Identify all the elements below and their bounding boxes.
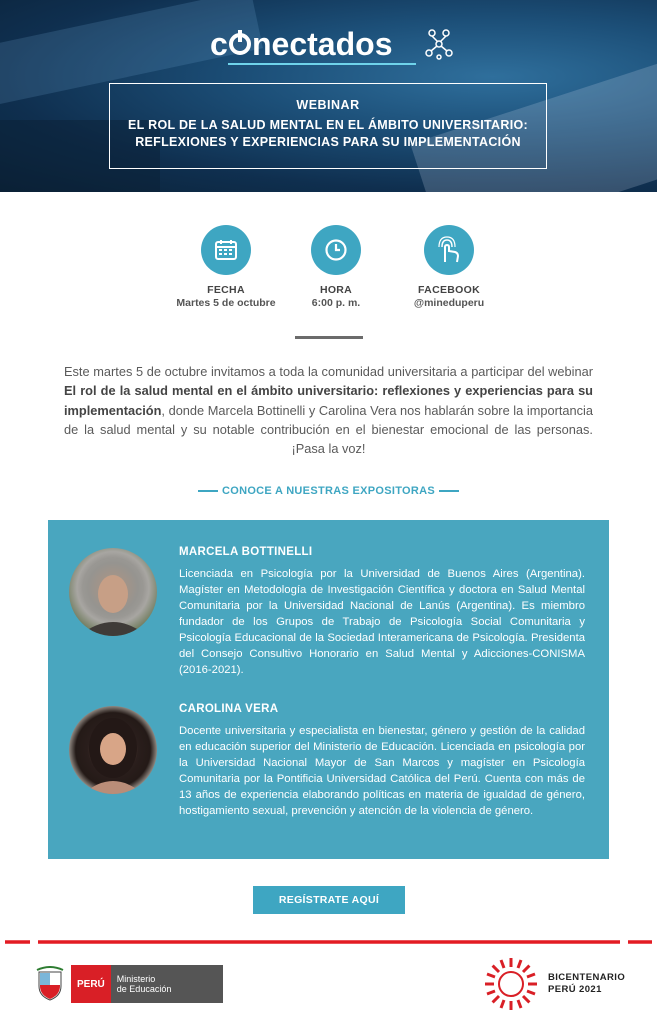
date-label: FECHA [207,284,245,296]
date-value: Martes 5 de octubre [176,297,276,309]
bicentenario-logo [482,955,625,1013]
red-dashed-divider [0,940,657,944]
bicentenario-emblem-icon [482,955,540,1013]
facebook-label: FACEBOOK [418,284,480,296]
header-banner [0,0,657,192]
bicentenario-line1: BICENTENARIO [548,972,626,983]
section-divider [295,336,363,339]
heading-rule-left [198,490,218,492]
bicentenario-text [548,972,625,996]
peru-label: PERÚ [71,965,111,1003]
speakers-heading [0,485,657,497]
webinar-title-line1: EL ROL DE LA SALUD MENTAL EN EL ÁMBITO UNIVERSITARIO: [128,118,528,132]
conectados-logo [210,24,454,64]
webinar-title [110,117,546,151]
coat-of-arms-icon [35,966,65,1002]
svg-text:c: c [210,26,228,62]
intro-text-2: , donde Marcela Bottinelli y Carolina Vera nos hablarán sobre la importancia de la salud mental y su notable contribución en el bienestar emocional de las personas. ¡Pasa la voz! [64,402,593,457]
intro-text-1: Este martes 5 de octubre invitamos a toda la comunidad universitaria a participar del webinar [64,364,593,379]
logo-underline [228,63,416,65]
calendar-icon [201,225,251,275]
time-label: HORA [319,284,353,296]
speakers-heading-text: CONOCE A NUESTRAS EXPOSITORAS [221,485,436,497]
ministry-label [111,965,223,1003]
speaker-bio: Licenciada en Psicología por la Universidad de Buenos Aires (Argentina). Magíster en Metodología de Investigación Científica y doctora en Salud Mental Comunitaria por la Universidad Nacional de Lanús (Argentina). Es miembro fundador de los Grupos de Trabajo de Psicología Social Comunitaria y Psicología Educacional de la Sociedad Interamericana de Psicología. Presidenta del Consejo Consultivo Honorario en Salud Mental y Adicciones-CONISMA (2016-2021). [179,568,585,676]
svg-text:nectados: nectados [252,26,393,62]
ministry-line2: de Educación [116,984,172,994]
ministry-line1: Ministerio [116,974,156,984]
conectados-wordmark [210,24,420,64]
minedu-logo [35,965,223,1003]
info-facebook[interactable] [374,225,524,309]
webinar-title-box [109,83,547,169]
register-button[interactable]: REGÍSTRATE AQUÍ [253,886,405,914]
speaker-name: CAROLINA VERA [179,703,279,715]
time-value: 6:00 p. m. [311,297,361,309]
speaker-photo-carolina [69,706,157,794]
facebook-handle[interactable]: @mineduperu [413,297,485,309]
intro-paragraph [64,362,593,458]
speaker-bio: Docente universitaria y especialista en bienestar, género y gestión de la calidad en educación superior del Ministerio de Educación. Licenciada en psicología por la Universidad Nacional Mayor de San Marcos y magíster en Psicología Comunitaria por la Pontificia Universidad Católica del Perú. Cuenta con más de 13 años de experiencia elaborando políticas en materia de igualdad de género, hostigamiento sexual, prevención y atención de la violencia de género. [179,725,585,817]
bicentenario-line2: PERÚ 2021 [548,984,602,995]
speaker-photo-marcela [69,548,157,636]
clock-icon [311,225,361,275]
webinar-label: WEBINAR [296,98,360,112]
touch-icon [424,225,474,275]
webinar-title-line2: REFLEXIONES Y EXPERIENCIAS PARA SU IMPLEMENTACIÓN [135,135,521,149]
speaker-name: MARCELA BOTTINELLI [179,546,313,558]
speakers-panel [48,520,609,859]
power-icon [231,30,249,53]
heading-rule-right [439,490,459,492]
intro-webinar-name: El rol de la salud mental en el ámbito universitario: reflexiones y experiencias para su implementación [64,383,593,418]
network-icon [424,27,454,61]
